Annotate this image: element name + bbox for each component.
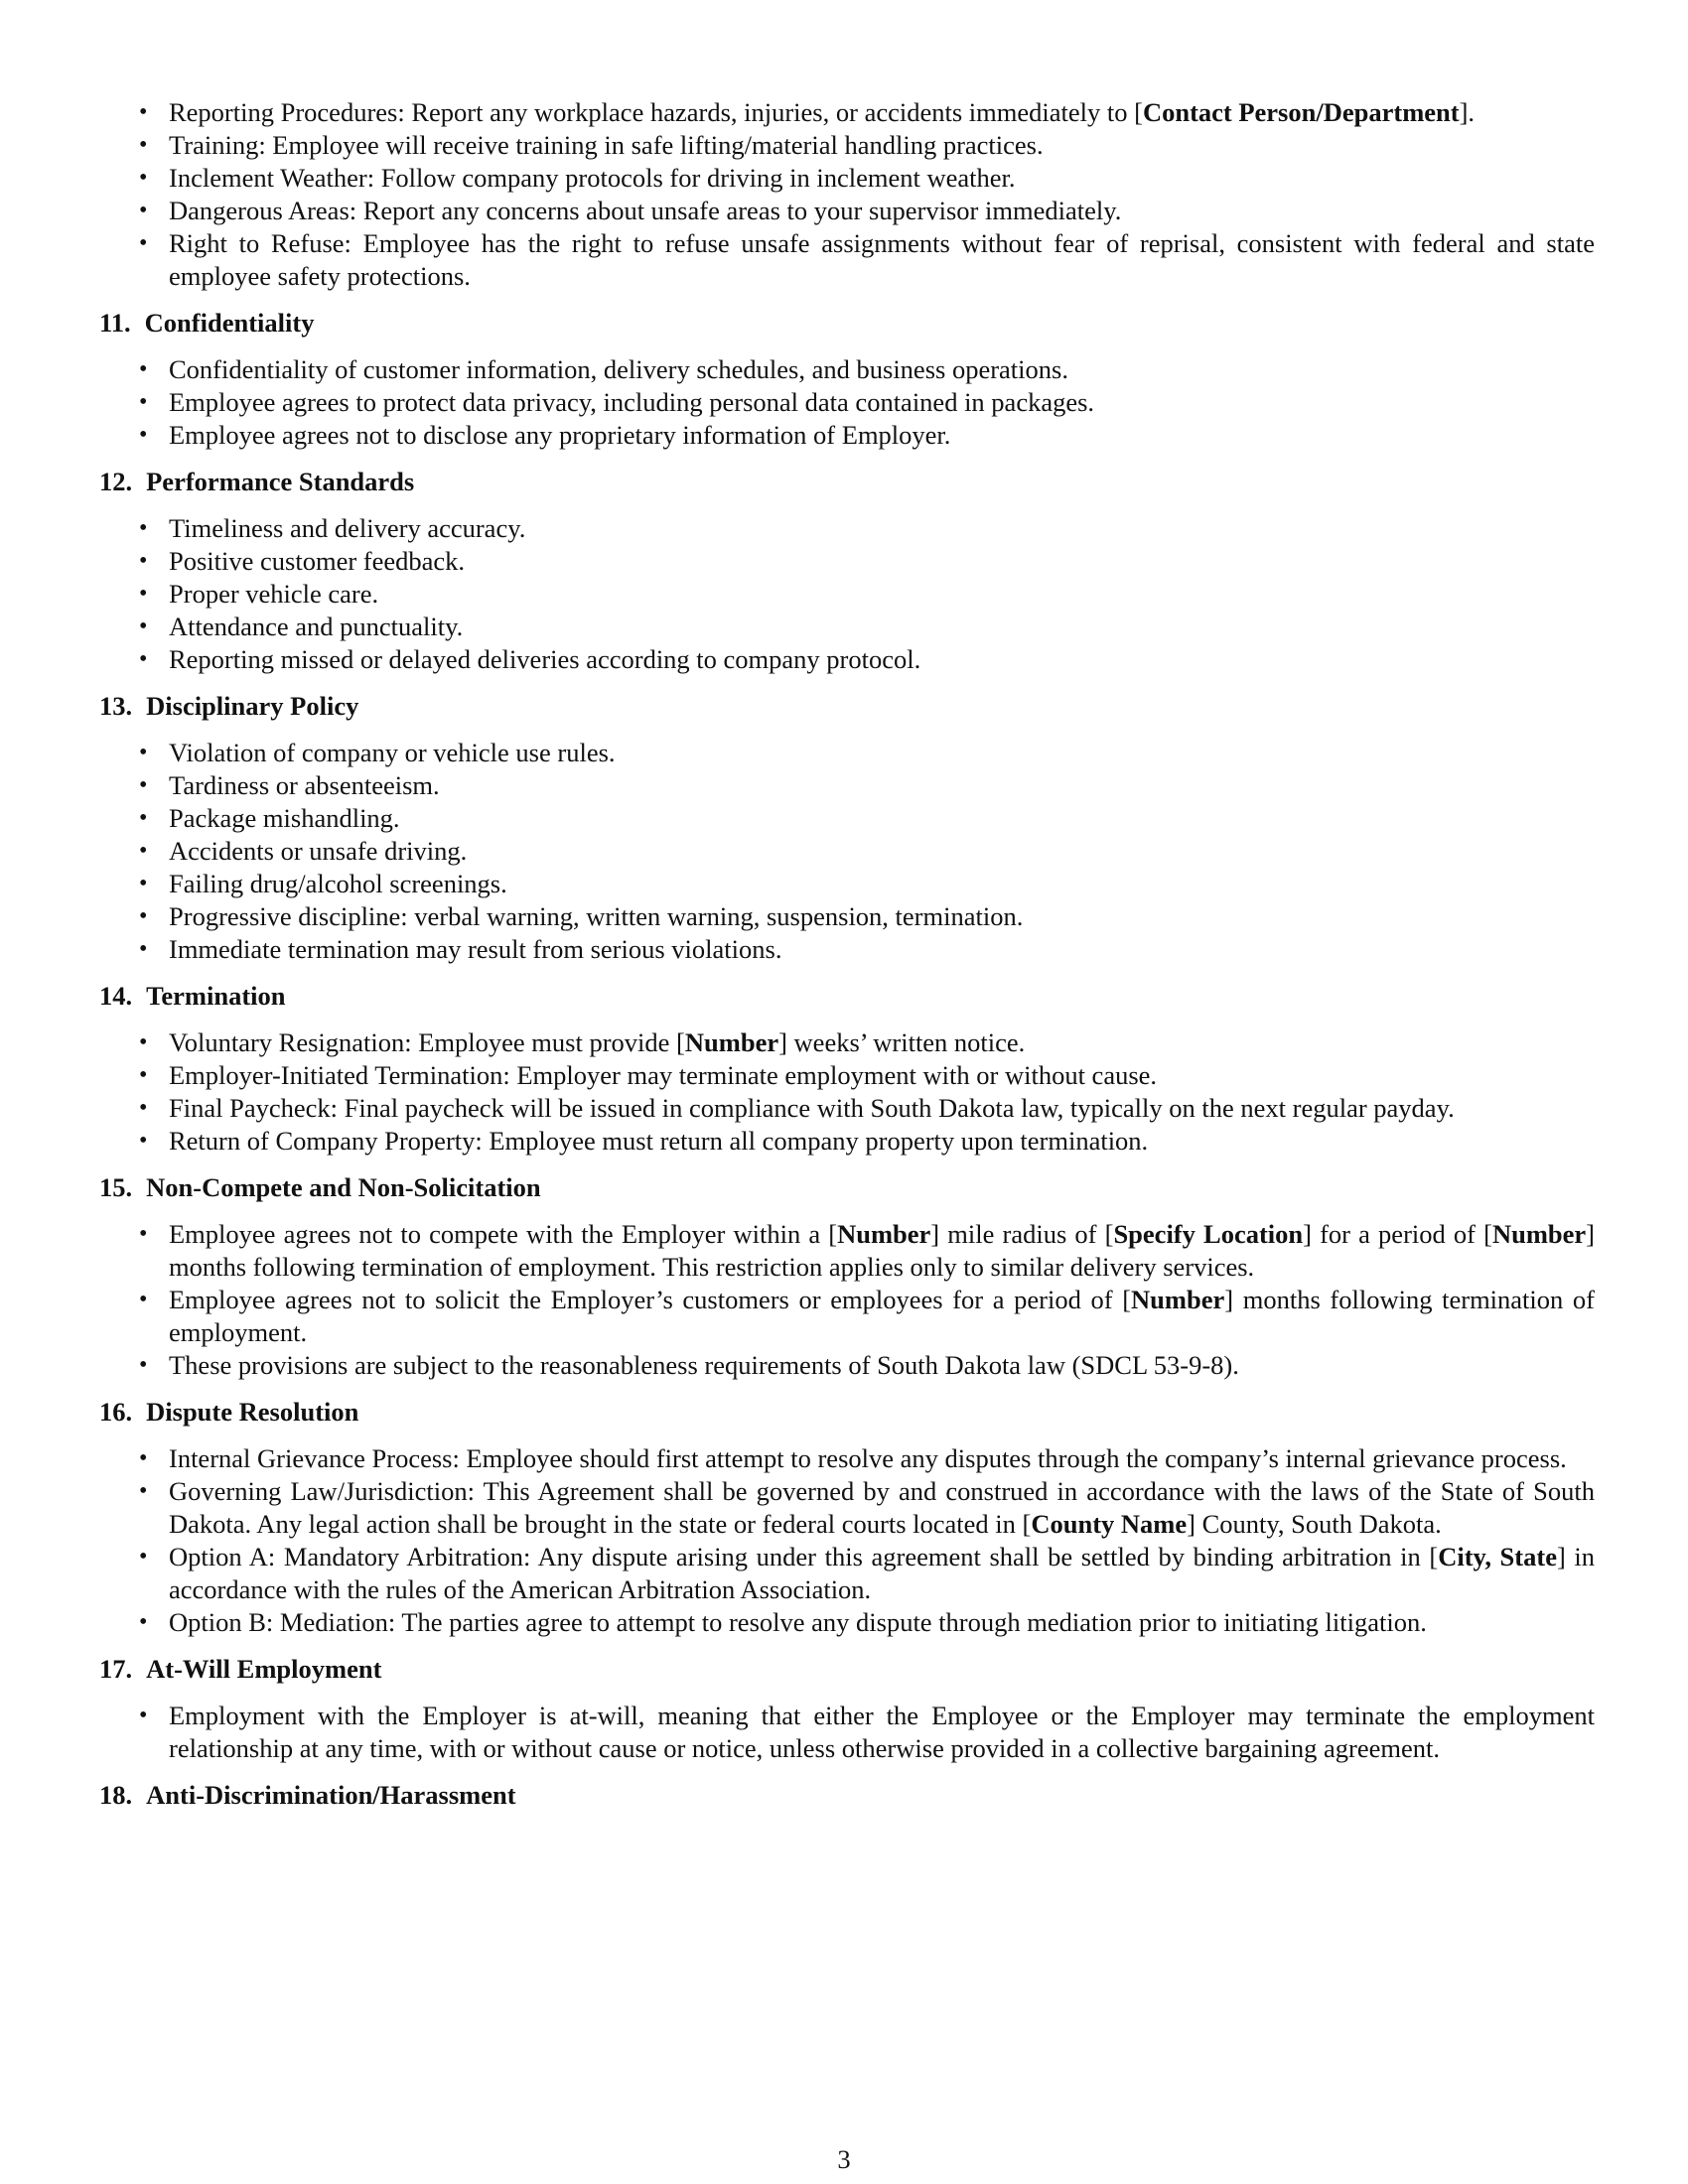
list-item: [99, 1442, 1595, 1475]
list-item: [99, 1349, 1595, 1382]
section-title: Confidentiality: [144, 308, 315, 338]
list-item: [99, 195, 1595, 227]
list-item: [99, 1541, 1595, 1606]
section-heading: [99, 980, 1595, 1013]
list-item: [99, 737, 1595, 769]
item-text: Timeliness and delivery accuracy.: [169, 513, 526, 543]
section-title: Dispute Resolution: [146, 1397, 359, 1427]
section-heading: [99, 1396, 1595, 1429]
item-text: ] County, South Dakota.: [1187, 1509, 1442, 1539]
section-heading: [99, 1653, 1595, 1686]
item-text: Inclement Weather: Follow company protocols for driving in inclement weather.: [169, 163, 1016, 193]
document-page: [99, 96, 1595, 1826]
item-text: ] weeks’ written notice.: [778, 1027, 1026, 1057]
item-text: Violation of company or vehicle use rules.: [169, 738, 616, 767]
section: [99, 1171, 1595, 1382]
list-item: [99, 1284, 1595, 1349]
item-text: Return of Company Property: Employee must return all company property upon termination.: [169, 1126, 1149, 1156]
item-text: Option A: Mandatory Arbitration: Any dispute arising under this agreement shall be settled by binding arbitration in [: [169, 1542, 1439, 1571]
list-item: [99, 611, 1595, 643]
item-text: Employee agrees to protect data privacy, including personal data contained in packages.: [169, 387, 1095, 417]
list-item: [99, 643, 1595, 676]
list-item: [99, 868, 1595, 900]
list-item: [99, 769, 1595, 802]
list-item: [99, 1092, 1595, 1125]
item-text: Governing Law/Jurisdiction: This Agreement shall be governed by and construed in accordance with the laws of the State of South Dakota. Any legal action shall be brought in the state or federal courts located in [: [169, 1476, 1595, 1539]
section: [99, 307, 1595, 452]
section-title: Performance Standards: [146, 467, 415, 496]
section-heading: [99, 307, 1595, 340]
list-item: [99, 96, 1595, 129]
section-number: 13.: [99, 691, 133, 721]
section-heading: [99, 1171, 1595, 1204]
list-item: [99, 1026, 1595, 1059]
section-heading: [99, 690, 1595, 723]
placeholder-text: Number: [1131, 1285, 1225, 1314]
section-number: 12.: [99, 467, 133, 496]
item-text: ] in accordance with the rules of the American Arbitration Association.: [169, 1542, 1596, 1604]
list-item: [99, 900, 1595, 933]
item-text: ] mile radius of [: [930, 1219, 1114, 1249]
page-number: 3: [837, 2144, 851, 2174]
item-text: Employee agrees not to disclose any proprietary information of Employer.: [169, 420, 951, 450]
section: [99, 1396, 1595, 1639]
section-number: 16.: [99, 1397, 133, 1427]
item-text: ] months following termination of employment. This restriction applies only to similar delivery services.: [169, 1219, 1595, 1282]
section: [99, 690, 1595, 966]
placeholder-text: Number: [1491, 1219, 1587, 1249]
item-text: Employment with the Employer is at-will, meaning that either the Employee or the Employer may terminate the employment relationship at any time, with or without cause or notice, unless otherwise provided in a collective bargaining agreement.: [169, 1701, 1595, 1763]
item-text: Reporting Procedures: Report any workplace hazards, injuries, or accidents immediately to: [169, 97, 1135, 127]
item-text: Positive customer feedback.: [169, 546, 466, 576]
list-item: [99, 1475, 1595, 1541]
list-item: [99, 353, 1595, 386]
item-text: Dangerous Areas: Report any concerns about unsafe areas to your supervisor immediately.: [169, 196, 1122, 225]
section-title: Disciplinary Policy: [146, 691, 359, 721]
item-text: [: [1134, 97, 1143, 127]
item-text: Employee agrees not to solicit the Employer’s customers or employees for a period of [: [169, 1285, 1132, 1314]
item-text: Proper vehicle care.: [169, 579, 379, 609]
list-item: [99, 1059, 1595, 1092]
section-number: 14.: [99, 981, 133, 1011]
sections-container: [99, 307, 1595, 1812]
bullet-list: [99, 512, 1595, 676]
item-text: Voluntary Resignation: Employee must provide [: [169, 1027, 685, 1057]
section: [99, 1653, 1595, 1765]
list-item: [99, 386, 1595, 419]
item-text: Immediate termination may result from serious violations.: [169, 934, 782, 964]
item-text: Employee agrees not to compete with the Employer within a [: [169, 1219, 838, 1249]
section-number: 18.: [99, 1780, 133, 1810]
list-item: [99, 129, 1595, 162]
list-item: [99, 227, 1595, 293]
section: [99, 980, 1595, 1158]
item-text: Progressive discipline: verbal warning, written warning, suspension, termination.: [169, 901, 1024, 931]
item-text: Failing drug/alcohol screenings.: [169, 869, 507, 898]
list-item: [99, 1606, 1595, 1639]
bullet-list: [99, 353, 1595, 452]
section-title: Anti-Discrimination/Harassment: [146, 1780, 516, 1810]
item-text: Employer-Initiated Termination: Employer may terminate employment with or without cause.: [169, 1060, 1158, 1090]
bullet-list: [99, 1700, 1595, 1765]
placeholder-text: City, State: [1438, 1542, 1557, 1571]
list-item: [99, 545, 1595, 578]
placeholder-text: Contact Person/Department: [1142, 97, 1460, 127]
intro-bullet-list: [99, 96, 1595, 293]
item-text: Option B: Mediation: The parties agree to attempt to resolve any dispute through mediation prior to initiating litigation.: [169, 1607, 1427, 1637]
list-item: [99, 419, 1595, 452]
bullet-list: [99, 1218, 1595, 1382]
item-text: Final Paycheck: Final paycheck will be issued in compliance with South Dakota law, typically on the next regular payday.: [169, 1093, 1455, 1123]
list-item: [99, 835, 1595, 868]
item-text: Internal Grievance Process: Employee should first attempt to resolve any disputes through the company’s internal grievance process.: [169, 1443, 1567, 1473]
item-text: Training: Employee will receive training in safe lifting/material handling practices.: [169, 130, 1044, 160]
list-item: [99, 1218, 1595, 1284]
item-text: Confidentiality of customer information, delivery schedules, and business operations.: [169, 354, 1068, 384]
item-text: Accidents or unsafe driving.: [169, 836, 468, 866]
item-text: ].: [1459, 97, 1476, 127]
section-number: 15.: [99, 1172, 133, 1202]
list-item: [99, 512, 1595, 545]
list-item: [99, 1700, 1595, 1765]
placeholder-text: County Name: [1031, 1509, 1188, 1539]
section-title: At-Will Employment: [146, 1654, 382, 1684]
section-number: 17.: [99, 1654, 133, 1684]
section-title: Non-Compete and Non-Solicitation: [146, 1172, 541, 1202]
section-heading: [99, 1779, 1595, 1812]
list-item: [99, 802, 1595, 835]
item-text: ] for a period of [: [1303, 1219, 1492, 1249]
item-text: These provisions are subject to the reasonableness requirements of South Dakota law (SDCL 53-9-8).: [169, 1350, 1239, 1380]
list-item: [99, 933, 1595, 966]
list-item: [99, 162, 1595, 195]
placeholder-text: Number: [837, 1219, 931, 1249]
item-text: ] months following termination of employment.: [169, 1285, 1595, 1347]
item-text: Reporting missed or delayed deliveries according to company protocol.: [169, 644, 921, 674]
placeholder-text: Number: [684, 1027, 779, 1057]
section: [99, 466, 1595, 676]
item-text: Tardiness or absenteeism.: [169, 770, 440, 800]
section-title: Termination: [146, 981, 286, 1011]
item-text: Right to Refuse: Employee has the right to refuse unsafe assignments without fear of reprisal, consistent with federal and state employee safety protections.: [169, 228, 1595, 291]
section-number: 11.: [99, 308, 131, 338]
section: [99, 1779, 1595, 1812]
placeholder-text: Specify Location: [1113, 1219, 1304, 1249]
item-text: Package mishandling.: [169, 803, 400, 833]
list-item: [99, 578, 1595, 611]
section-heading: [99, 466, 1595, 498]
bullet-list: [99, 1442, 1595, 1639]
item-text: Attendance and punctuality.: [169, 612, 464, 641]
bullet-list: [99, 1026, 1595, 1158]
list-item: [99, 1125, 1595, 1158]
bullet-list: [99, 737, 1595, 966]
